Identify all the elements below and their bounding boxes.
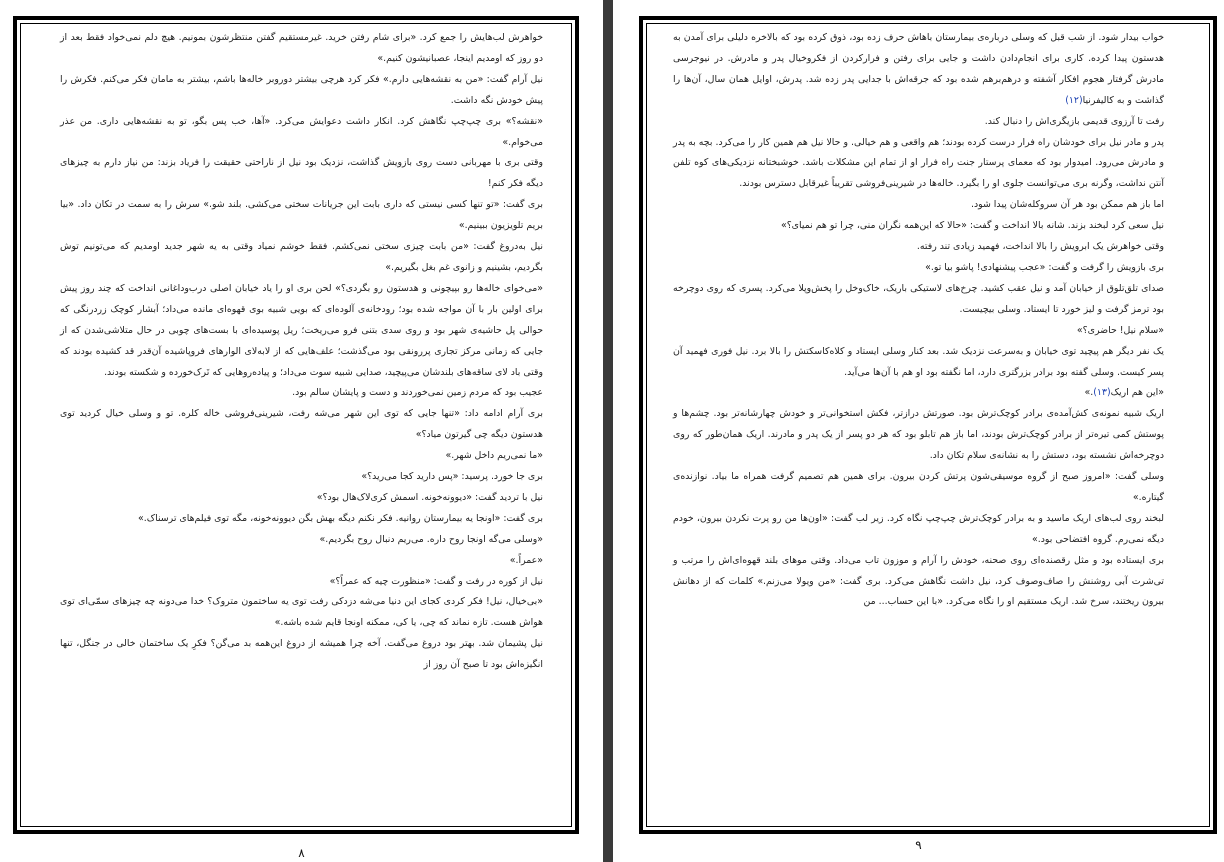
paragraph: نیل سعی کرد لبخند بزند. شانه بالا انداخت و گفت: «حالا که این‌همه نگران منی، چرا تو هم نمیای؟»	[780, 220, 1164, 232]
right-page-text	[673, 28, 1164, 613]
paragraph: بری گفت: «اونجا یه بیمارستان روانیه. فکر نکنم دیگه بهش بگن دیوونه‌خونه، مگه توی فیلم‌های ترسناک.»	[138, 512, 543, 524]
paragraph	[673, 383, 1164, 404]
paragraph: بری گفت: «تو تنها کسی نیستی که داری بابت این جریانات سختی می‌کشی. بلند شو.» سرش را به سمت در تکان داد. «بیا بریم تلویزیون ببینیم.»	[60, 199, 543, 232]
paragraph: «عمراً.»	[509, 554, 543, 566]
paragraph: «ما نمی‌ریم داخل شهر.»	[445, 450, 543, 462]
left-page-text	[60, 28, 543, 676]
paragraph: وسلی گفت: «امروز صبح از گروه موسیقی‌شون پرتش کردن بیرون. برای همین هم تصمیم گرفت همراه ما بیاد. نوازنده‌ی گیتاره.»	[673, 471, 1164, 503]
paragraph: بری بازویش را گرفت و گفت: «عجب پیشنهادی! پاشو بیا تو.»	[925, 261, 1164, 273]
paragraph: یک نفر دیگر هم پیچید توی خیابان و به‌سرعت نزدیک شد. بعد کنار وسلی ایستاد و کلاه‌کاسکتش را بالا برد. نیل فوری فهمید آن پسر کیست. وسلی گفته بود برادر بزرگتری دارد، اما نگفته بود او هم با آن‌ها می‌آید.	[673, 345, 1164, 378]
paragraph: رفت تا آرزوی قدیمی بازیگری‌اش را دنبال کند.	[984, 115, 1164, 127]
paragraph: وقتی بری با مهربانی دست روی بازویش گذاشت، نزدیک بود نیل از ناراحتی حقیقت را فریاد بزند: من نیاز دارم به چیزهای دیگه فکر کنم!	[60, 157, 543, 190]
paragraph-text: «این هم اریک	[1110, 387, 1164, 399]
paragraph: بری ایستاده بود و مثل رقصنده‌ای روی صحنه، خودش را آرام و موزون تاب می‌داد. وقتی موهای بلند قهوه‌ای‌اش را مرتب و تی‌شرت آبی روشنش را صاف‌وصوف کرد، نیل داشت نگاهش می‌کرد. بری گفت: «من ویولا می‌زنم.» کلمات که از دهانش بیرون ریختند، سرخ شد. اریک مستقیم او را نگاه می‌کرد. «با این حساب... من	[673, 554, 1164, 608]
page-number: ۹	[915, 838, 922, 852]
paragraph: خواهرش لب‌هایش را جمع کرد. «برای شام رفتن خرید. غیرمستقیم گفتن منتظرشون بمونیم. هیچ دلم نمی‌خواد فقط بعد از دو روز که اومدیم اینجا، عصبانیشون کنیم.»	[60, 32, 543, 64]
paragraph: نیل آرام گفت: «من به نقشه‌هایی دارم.» فکر کرد هرچی بیشتر دوروبر خاله‌ها باشم، بیشتر به مامان فکر می‌کنم. فکرش را پیش خودش نگه داشت.	[60, 73, 543, 106]
paragraph: بری جا خورد. پرسید: «پس دارید کجا می‌رید؟»	[361, 471, 543, 483]
left-page	[0, 0, 603, 862]
footnote-link[interactable]: (۱۳)	[1093, 387, 1111, 399]
paragraph: وقتی خواهرش یک ابرویش را بالا انداخت، فهمید زیادی تند رفته.	[916, 241, 1164, 253]
paragraph: نیل از کوره در رفت و گفت: «منظورت چیه که عمراً؟»	[329, 575, 543, 587]
paragraph: نیل به‌دروغ گفت: «من بابت چیزی سختی نمی‌کشم. فقط خوشم نمیاد وقتی به یه شهر جدید اومدیم که می‌تونیم توش بگردیم، بشینیم و زانوی غم بغل بگیریم.»	[60, 241, 543, 273]
paragraph-text: خواب بیدار شود. از شب قبل که وسلی درباره‌ی بیمارستان باهاش حرف زده بود، ذوق کرده بود که بالاخره دلیلی برای آمدن به هدستون پیدا کرده. کاری برای انجام‌دادن داشت و جایی برای رفتن و فرارکردن از فکروخیال پدر و مادرش. در نیوجرسی مادرش گرفتار هجوم افکار آشفته و درهم‌برهم شده بود که جرقه‌اش با جدایی پدر زده شد. پدرش، اوایل همان سال، آن‌ها را گذاشت و به کالیفرنیا	[673, 32, 1164, 106]
paragraph: لبخند روی لب‌های اریک ماسید و به برادر کوچک‌ترش چپ‌چپ نگاه کرد. زیر لب گفت: «اون‌ها من رو پرت نکردن بیرون، خودم دیگه نمی‌رم. گروه افتضاحی بود.»	[673, 512, 1164, 545]
paragraph: اریک شبیه نمونه‌ی کش‌آمده‌ی برادر کوچک‌ترش بود. صورتش درازتر، فکش استخوانی‌تر و خودش چهارشانه‌تر بود. چشم‌ها و پوستش کمی تیره‌تر از برادر کوچک‌ترش بودند، اما باز هم تابلو بود که هر دو پسر از یک پدر و مادرند. اریک همان‌طور که روی دوچرخه‌اش نشسته بود، دستش را به نشانه‌ی سلام تکان داد.	[673, 408, 1164, 462]
paragraph	[673, 28, 1164, 112]
right-page	[613, 0, 1224, 862]
paragraph: «می‌خوای خاله‌ها رو بپیچونی و هدستون رو بگردی؟» لحن بری او را یاد خیابان اصلی درب‌وداغانی انداخت که چند روز پیش برای اولین بار با آن مواجه شده بود؛ رودخانه‌ی آلوده‌ای که بویی شبیه بوی قهوه‌ای مانده می‌داد؛ آبشار کوچک زردرنگی که حوالی پل حاشیه‌ی شهر بود و روی سدی بتنی فرو می‌ریخت؛ ریل پوسیده‌ای با بست‌های چوبی در حال متلاشی‌شدن که از جایی که زمانی مرکز تجاری پررونقی بود می‌گذشت؛ علف‌هایی که از لابه‌لای الوارهای فروپاشیده آن‌قدر قد کشیده بودند که وقتی باد لای ساقه‌های بلندشان می‌پیچید، صدایی شبیه سوت می‌داد؛ و پیاده‌روهایی که تَرک‌خورده و شکسته بودند.	[60, 282, 543, 378]
paragraph: عجیب بود که مردم زمین نمی‌خوردند و دست و پایشان سالم بود.	[292, 387, 543, 399]
paragraph: پدر و مادر نیل برای خودشان راه فرار درست کرده بودند؛ هم واقعی و هم خیالی. و حالا نیل هم همین کار را می‌کرد. بچه به پدر و مادرش می‌رود. امیدوار بود که معمای پرستار جنت راه فرار او از تمام این مشکلات باشد. خوشبختانه نزدیکی‌های کوه تلفن آنتن نداشت، وگرنه بری می‌توانست جلوی او را بگیرد. خاله‌ها در شیرینی‌فروشی تقریباً غیرقابل دسترس بودند.	[673, 136, 1164, 190]
paragraph: بری آرام ادامه داد: «تنها جایی که توی این شهر می‌شه رفت، شیرینی‌فروشی خاله کلره. تو و وسلی خیال کردید توی هدستون دیگه چی گیرتون میاد؟»	[60, 408, 543, 441]
paragraph: نیل پشیمان شد. بهتر بود دروغ می‌گفت. آخه چرا همیشه از دروغ این‌همه بد می‌گن؟ فکرِ یک ساختمان خالی در جنگل، تنها انگیزه‌اش بود تا صبح آن روز از	[60, 638, 543, 671]
book-spine-divider	[603, 0, 613, 862]
paragraph: نیل با تردید گفت: «دیوونه‌خونه. اسمش کری‌لاک‌هال بود؟»	[316, 491, 543, 503]
paragraph: اما باز هم ممکن بود هر آن سروکله‌شان پیدا شود.	[970, 199, 1164, 211]
page-number: ۸	[298, 846, 305, 860]
quote-close: .»	[1084, 387, 1094, 399]
paragraph: «بی‌خیال، نیل! فکر کردی کجای این دنیا می‌شه دزدکی رفت توی یه ساختمون متروک؟ خدا می‌دونه چه چیزهای سمّی‌ای توی هواش هست. تازه نماند که چی، یا کی، ممکنه اونجا قایم شده باشه.»	[60, 596, 543, 629]
paragraph: صدای تلق‌تلوق از خیابان آمد و نیل عقب کشید. چرخ‌های لاستیکی باریک، خاک‌وخل را پخش‌وپلا می‌کرد. پسری که روی دوچرخه بود ترمز گرفت و لیز خورد تا ایستاد. وسلی بیچیست.	[673, 282, 1164, 315]
paragraph: «نقشه؟» بری چپ‌چپ نگاهش کرد. انکار داشت دعوایش می‌کرد. «آها، خب پس بگو، تو به نقشه‌هایی داری. من عذر می‌خوام.»	[60, 115, 543, 148]
paragraph: «سلام نیل! حاضری؟»	[1076, 324, 1164, 336]
paragraph: «وسلی می‌گه اونجا روح داره. می‌ریم دنبال روح بگردیم.»	[319, 533, 543, 545]
footnote-link[interactable]: (۱۲)	[1065, 94, 1083, 106]
